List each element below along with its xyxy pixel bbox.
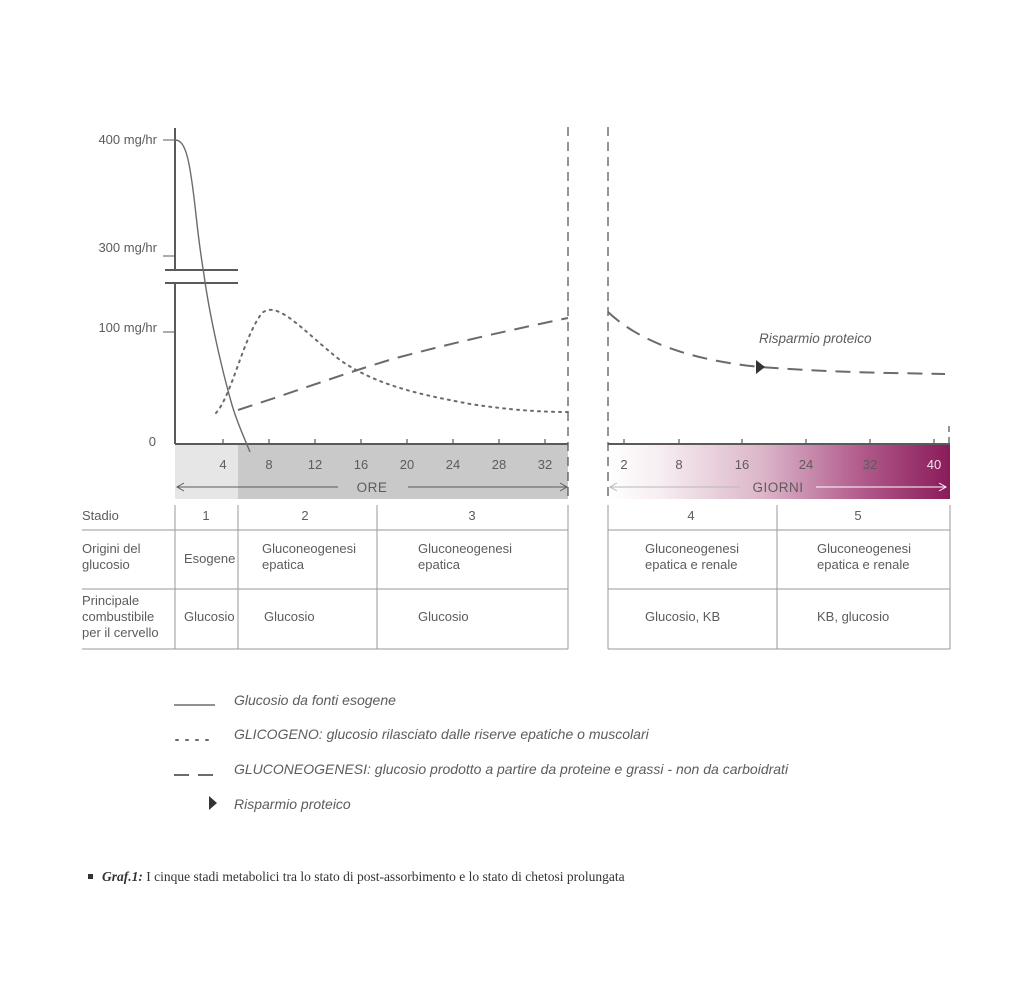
stage-2-fuel: Glucosio <box>264 609 315 624</box>
protein-sparing-marker <box>756 360 765 374</box>
stage-4-origin-line-2: epatica e renale <box>645 557 738 572</box>
stage-3-origin <box>418 541 512 572</box>
x-label-h-24: 24 <box>445 457 461 472</box>
x-label-d-24: 24 <box>798 457 814 472</box>
row-header-combustibile-text-line-1: Principale <box>82 593 140 608</box>
stage-3-origin-line-1: Gluconeogenesi <box>418 541 512 556</box>
stage-2-origin-line-1: Gluconeogenesi <box>262 541 356 556</box>
x-label-d-16: 16 <box>734 457 750 472</box>
row-header-origini-text-line-2: glucosio <box>82 557 130 572</box>
y-label-0: 0 <box>148 434 156 449</box>
giorni-label: GIORNI <box>752 480 804 495</box>
caption <box>102 869 625 884</box>
stage-2-origin-line-2: epatica <box>262 557 304 572</box>
stage-1-number: 1 <box>202 508 210 523</box>
x-label-d-8: 8 <box>675 457 683 472</box>
stage-4-number: 4 <box>687 508 695 523</box>
x-label-h-12: 12 <box>307 457 323 472</box>
row-header-stadio: Stadio <box>82 508 119 523</box>
stage-5-fuel: KB, glucosio <box>817 609 890 624</box>
stage-3-origin-line-2: epatica <box>418 557 460 572</box>
row-header-combustibile <box>82 593 159 640</box>
x-label-h-16: 16 <box>353 457 369 472</box>
caption-label: Graf.1: <box>102 869 143 884</box>
caption-text: I cinque stadi metabolici tra lo stato di post-assorbimento e lo stato di chetosi prolungata <box>142 869 625 884</box>
stage-1-fuel: Glucosio <box>184 609 235 624</box>
hours-band-light <box>175 444 238 499</box>
x-label-h-20: 20 <box>399 457 415 472</box>
x-label-h-8: 8 <box>265 457 273 472</box>
stage-4-fuel: Glucosio, KB <box>645 609 721 624</box>
stage-3-number: 3 <box>468 508 476 523</box>
stage-2-number: 2 <box>301 508 309 523</box>
legend-triangle-text: Risparmio proteico <box>234 796 351 812</box>
series-exogenous-glucose <box>175 140 250 452</box>
stage-4-origin <box>645 541 739 572</box>
stage-5-origin-line-1: Gluconeogenesi <box>817 541 911 556</box>
x-label-h-32: 32 <box>537 457 553 472</box>
legend-triangle-icon <box>209 796 217 810</box>
y-label-300: 300 mg/hr <box>98 240 157 255</box>
stage-5-origin <box>817 541 911 572</box>
series-gluconeogenesis-hours <box>238 318 568 410</box>
x-label-d-40: 40 <box>926 457 942 472</box>
x-label-d-2: 2 <box>620 457 628 472</box>
x-label-h-28: 28 <box>491 457 507 472</box>
row-header-origini <box>82 541 141 572</box>
legend-dotted-text: GLICOGENO: glucosio rilasciato dalle riserve epatiche o muscolari <box>234 726 649 742</box>
stage-1-origin: Esogene <box>184 551 236 566</box>
stage-4-origin-line-1: Gluconeogenesi <box>645 541 739 556</box>
row-header-combustibile-text-line-3: per il cervello <box>82 625 159 640</box>
row-header-combustibile-text-line-2: combustibile <box>82 609 155 624</box>
x-label-d-32: 32 <box>862 457 878 472</box>
y-label-400: 400 mg/hr <box>98 132 157 147</box>
legend-solid-text: Glucosio da fonti esogene <box>234 692 396 708</box>
ore-label: ORE <box>356 480 388 495</box>
stage-2-origin <box>262 541 356 572</box>
stage-table-lines <box>82 505 950 649</box>
stage-5-number: 5 <box>854 508 862 523</box>
row-header-origini-text-line-1: Origini del <box>82 541 141 556</box>
protein-sparing-annotation: Risparmio proteico <box>759 331 872 346</box>
y-label-100: 100 mg/hr <box>98 320 157 335</box>
caption-bullet-icon <box>88 874 93 879</box>
x-label-h-4: 4 <box>219 457 227 472</box>
legend-dashed-text: GLUCONEOGENESI: glucosio prodotto a partire da proteine e grassi - non da carboidrati <box>234 761 789 777</box>
stage-5-origin-line-2: epatica e renale <box>817 557 910 572</box>
stage-3-fuel: Glucosio <box>418 609 469 624</box>
series-glycogen <box>216 310 568 413</box>
